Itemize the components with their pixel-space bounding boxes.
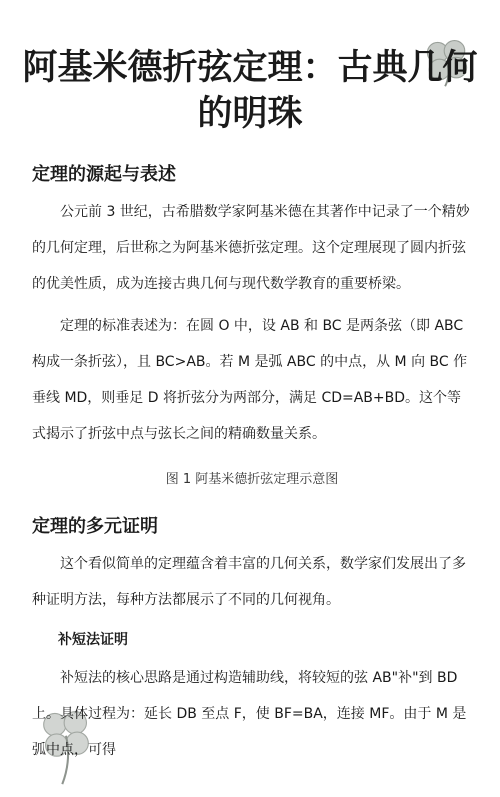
paragraph-origin-1: 公元前 3 世纪，古希腊数学家阿基米德在其著作中记录了一个精妙的几何定理，后世称之为阿基米德折弦定理。这个定理展现了圆内折弦的优美性质，成为连接古典几何与现代数学教育的重要桥梁。	[32, 204, 470, 292]
section-heading-proofs: 定理的多元证明	[32, 516, 158, 537]
section-heading-origin: 定理的源起与表述	[32, 164, 176, 185]
subheading-supplement-method: 补短法证明	[58, 632, 128, 648]
paragraph-origin-2: 定理的标准表述为：在圆 O 中，设 AB 和 BC 是两条弦（即 ABC 构成一条折弦），且 BC>AB。若 M 是弧 ABC 的中点，从 M 向 BC 作垂线 MD，则垂足 D 将折弦分为两部分，满足 CD=AB+BD。这个等式揭示了折弦中点与弦长之间的精确数量关系。	[32, 318, 468, 442]
page-title-line2: 的明珠	[197, 94, 303, 134]
paragraph-proofs-1: 这个看似简单的定理蕴含着丰富的几何关系，数学家们发展出了多种证明方法，每种方法都展示了不同的几何视角。	[32, 556, 466, 608]
figure-caption: 图 1 阿基米德折弦定理示意图	[165, 472, 339, 487]
paragraph-supplement-method: 补短法的核心思路是通过构造辅助线，将较短的弦 AB"补"到 BD 上。具体过程为：延长 DB 至点 F，使 BF=BA，连接 MF。由于 M 是弧中点，可得	[32, 670, 467, 758]
page-title-line1: 阿基米德折弦定理：古典几何	[22, 48, 478, 88]
